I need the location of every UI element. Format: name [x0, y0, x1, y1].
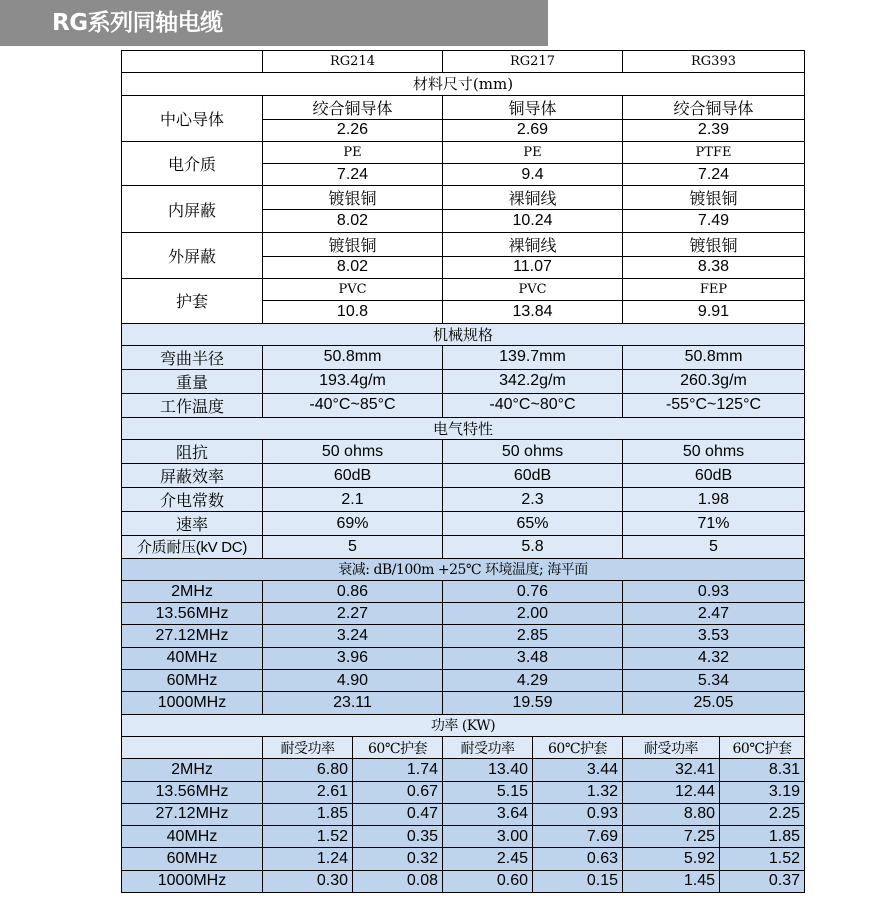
- power-value: 7.25: [623, 826, 720, 848]
- power-value: 2.25: [720, 803, 805, 825]
- attenuation-value: 25.05: [623, 692, 805, 714]
- spec-value: 50 ohms: [623, 440, 805, 464]
- material-label: 护套: [122, 279, 263, 324]
- spec-label: 屏蔽效率: [122, 464, 263, 488]
- spec-value: 69%: [263, 512, 443, 536]
- power-value: 0.35: [353, 826, 443, 848]
- power-value: 0.67: [353, 781, 443, 803]
- material-dimension: 2.26: [263, 119, 443, 141]
- material-type: 裸铜线: [443, 232, 623, 256]
- spec-label: 弯曲半径: [122, 345, 263, 369]
- material-dimension: 8.02: [263, 256, 443, 278]
- material-dimension: 2.39: [623, 119, 805, 141]
- attenuation-value: 3.24: [263, 625, 443, 647]
- spec-value: 2.3: [443, 488, 623, 512]
- power-value: 0.30: [263, 870, 353, 892]
- power-value: 8.31: [720, 759, 805, 781]
- power-value: 2.45: [443, 848, 533, 870]
- frequency-label: 60MHz: [122, 848, 263, 870]
- material-dimension: 11.07: [443, 256, 623, 278]
- model-header: RG214: [263, 51, 443, 73]
- power-value: 1.45: [623, 870, 720, 892]
- power-value: 6.80: [263, 759, 353, 781]
- section-row: [122, 558, 805, 580]
- attenuation-value: 4.90: [263, 670, 443, 692]
- material-dimension: 9.91: [623, 301, 805, 323]
- spec-value: -40°C~80°C: [443, 393, 623, 417]
- section-title-attenuation: 衰减: dB/100m +25℃ 环境温度; 海平面: [122, 558, 805, 580]
- power-value: 1.85: [263, 803, 353, 825]
- material-row: [122, 279, 805, 301]
- power-value: 1.32: [533, 781, 623, 803]
- material-type: 铜导体: [443, 95, 623, 119]
- power-value: 3.64: [443, 803, 533, 825]
- material-dimension: 10.24: [443, 210, 623, 232]
- frequency-label: 27.12MHz: [122, 803, 263, 825]
- power-value: 1.74: [353, 759, 443, 781]
- power-value: 0.60: [443, 870, 533, 892]
- spec-value: 60dB: [623, 464, 805, 488]
- power-value: 3.00: [443, 826, 533, 848]
- material-type: 镀银铜: [263, 232, 443, 256]
- section-row: [122, 417, 805, 439]
- corner-cell: [122, 51, 263, 73]
- section-title-material: 材料尺寸(mm): [122, 73, 805, 95]
- power-value: 8.80: [623, 803, 720, 825]
- spec-value: 50.8mm: [623, 345, 805, 369]
- frequency-label: 2MHz: [122, 580, 263, 602]
- mechanical-row: [122, 369, 805, 393]
- frequency-label: 13.56MHz: [122, 781, 263, 803]
- power-value: 32.41: [623, 759, 720, 781]
- attenuation-value: 2.47: [623, 603, 805, 625]
- material-type: PE: [263, 141, 443, 163]
- spec-label: 阻抗: [122, 440, 263, 464]
- section-title-power: 功率 (KW): [122, 714, 805, 736]
- attenuation-value: 3.96: [263, 647, 443, 669]
- power-row: [122, 759, 805, 781]
- spec-value: 193.4g/m: [263, 369, 443, 393]
- spec-value: -40°C~85°C: [263, 393, 443, 417]
- material-dimension: 7.24: [623, 164, 805, 186]
- power-header-rated: 耐受功率: [623, 736, 720, 758]
- attenuation-value: 0.86: [263, 580, 443, 602]
- attenuation-value: 0.93: [623, 580, 805, 602]
- material-label: 内屏蔽: [122, 186, 263, 232]
- power-header-rated: 耐受功率: [263, 736, 353, 758]
- power-value: 1.52: [263, 826, 353, 848]
- attenuation-value: 5.34: [623, 670, 805, 692]
- material-type: PVC: [443, 279, 623, 301]
- power-value: 7.69: [533, 826, 623, 848]
- spec-value: 5: [623, 536, 805, 558]
- power-value: 3.19: [720, 781, 805, 803]
- attenuation-row: [122, 670, 805, 692]
- material-dimension: 2.69: [443, 119, 623, 141]
- spec-value: 2.1: [263, 488, 443, 512]
- power-value: 0.08: [353, 870, 443, 892]
- material-row: [122, 232, 805, 256]
- material-type: PTFE: [623, 141, 805, 163]
- frequency-label: 27.12MHz: [122, 625, 263, 647]
- spec-label: 介电常数: [122, 488, 263, 512]
- attenuation-value: 3.48: [443, 647, 623, 669]
- frequency-label: 40MHz: [122, 826, 263, 848]
- spec-value: 5.8: [443, 536, 623, 558]
- spec-value: 71%: [623, 512, 805, 536]
- attenuation-row: [122, 580, 805, 602]
- electrical-row: [122, 464, 805, 488]
- model-header: RG393: [623, 51, 805, 73]
- material-dimension: 10.8: [263, 301, 443, 323]
- attenuation-value: 2.27: [263, 603, 443, 625]
- attenuation-row: [122, 692, 805, 714]
- attenuation-row: [122, 603, 805, 625]
- spec-label: 介质耐压(kV DC): [122, 536, 263, 558]
- frequency-label: 1000MHz: [122, 870, 263, 892]
- power-row: [122, 870, 805, 892]
- electrical-row: [122, 512, 805, 536]
- mechanical-row: [122, 345, 805, 369]
- attenuation-value: 19.59: [443, 692, 623, 714]
- spec-label: 工作温度: [122, 393, 263, 417]
- material-label: 中心导体: [122, 95, 263, 141]
- spec-value: 50 ohms: [263, 440, 443, 464]
- power-row: [122, 848, 805, 870]
- material-row: [122, 141, 805, 163]
- attenuation-value: 2.85: [443, 625, 623, 647]
- attenuation-value: 3.53: [623, 625, 805, 647]
- power-corner-cell: [122, 736, 263, 758]
- attenuation-value: 4.29: [443, 670, 623, 692]
- spec-value: 342.2g/m: [443, 369, 623, 393]
- frequency-label: 2MHz: [122, 759, 263, 781]
- material-type: 裸铜线: [443, 186, 623, 210]
- frequency-label: 1000MHz: [122, 692, 263, 714]
- material-type: PVC: [263, 279, 443, 301]
- power-row: [122, 803, 805, 825]
- material-type: FEP: [623, 279, 805, 301]
- power-value: 5.92: [623, 848, 720, 870]
- electrical-row: [122, 536, 805, 558]
- power-header-jacket: 60℃护套: [353, 736, 443, 758]
- model-header-row: [122, 51, 805, 73]
- material-type: 绞合铜导体: [263, 95, 443, 119]
- spec-value: 260.3g/m: [623, 369, 805, 393]
- attenuation-value: 4.32: [623, 647, 805, 669]
- power-value: 1.85: [720, 826, 805, 848]
- power-row: [122, 826, 805, 848]
- spec-label: 重量: [122, 369, 263, 393]
- material-dimension: 13.84: [443, 301, 623, 323]
- section-row: [122, 714, 805, 736]
- material-dimension: 7.24: [263, 164, 443, 186]
- frequency-label: 60MHz: [122, 670, 263, 692]
- power-value: 13.40: [443, 759, 533, 781]
- mechanical-row: [122, 393, 805, 417]
- power-value: 0.93: [533, 803, 623, 825]
- material-type: 镀银铜: [623, 232, 805, 256]
- section-row: [122, 73, 805, 95]
- frequency-label: 40MHz: [122, 647, 263, 669]
- material-dimension: 9.4: [443, 164, 623, 186]
- power-header-jacket: 60℃护套: [533, 736, 623, 758]
- spec-value: 139.7mm: [443, 345, 623, 369]
- spec-label: 速率: [122, 512, 263, 536]
- power-value: 0.47: [353, 803, 443, 825]
- power-value: 2.61: [263, 781, 353, 803]
- material-type: 镀银铜: [263, 186, 443, 210]
- material-label: 电介质: [122, 141, 263, 186]
- material-label: 外屏蔽: [122, 232, 263, 278]
- power-value: 0.15: [533, 870, 623, 892]
- electrical-row: [122, 488, 805, 512]
- spec-value: 50.8mm: [263, 345, 443, 369]
- power-header-rated: 耐受功率: [443, 736, 533, 758]
- power-header-jacket: 60℃护套: [720, 736, 805, 758]
- power-value: 0.63: [533, 848, 623, 870]
- power-value: 5.15: [443, 781, 533, 803]
- power-value: 0.37: [720, 870, 805, 892]
- spec-value: 60dB: [443, 464, 623, 488]
- title-banner: [0, 0, 548, 46]
- attenuation-value: 2.00: [443, 603, 623, 625]
- electrical-row: [122, 440, 805, 464]
- material-dimension: 7.49: [623, 210, 805, 232]
- material-row: [122, 95, 805, 119]
- section-row: [122, 323, 805, 345]
- power-value: 0.32: [353, 848, 443, 870]
- material-type: 镀银铜: [623, 186, 805, 210]
- section-title-mechanical: 机械规格: [122, 323, 805, 345]
- power-subheader-row: [122, 736, 805, 758]
- spec-value: 50 ohms: [443, 440, 623, 464]
- spec-value: 65%: [443, 512, 623, 536]
- material-dimension: 8.02: [263, 210, 443, 232]
- section-title-electrical: 电气特性: [122, 417, 805, 439]
- model-header: RG217: [443, 51, 623, 73]
- material-row: [122, 186, 805, 210]
- spec-table: [121, 50, 805, 893]
- power-value: 1.24: [263, 848, 353, 870]
- spec-value: 1.98: [623, 488, 805, 512]
- page-title: RG系列同轴电缆: [52, 10, 223, 36]
- material-type: PE: [443, 141, 623, 163]
- power-value: 1.52: [720, 848, 805, 870]
- attenuation-row: [122, 625, 805, 647]
- spec-value: 5: [263, 536, 443, 558]
- power-value: 12.44: [623, 781, 720, 803]
- material-dimension: 8.38: [623, 256, 805, 278]
- frequency-label: 13.56MHz: [122, 603, 263, 625]
- power-value: 3.44: [533, 759, 623, 781]
- power-row: [122, 781, 805, 803]
- spec-value: -55°C~125°C: [623, 393, 805, 417]
- attenuation-value: 0.76: [443, 580, 623, 602]
- attenuation-value: 23.11: [263, 692, 443, 714]
- attenuation-row: [122, 647, 805, 669]
- material-type: 绞合铜导体: [623, 95, 805, 119]
- spec-value: 60dB: [263, 464, 443, 488]
